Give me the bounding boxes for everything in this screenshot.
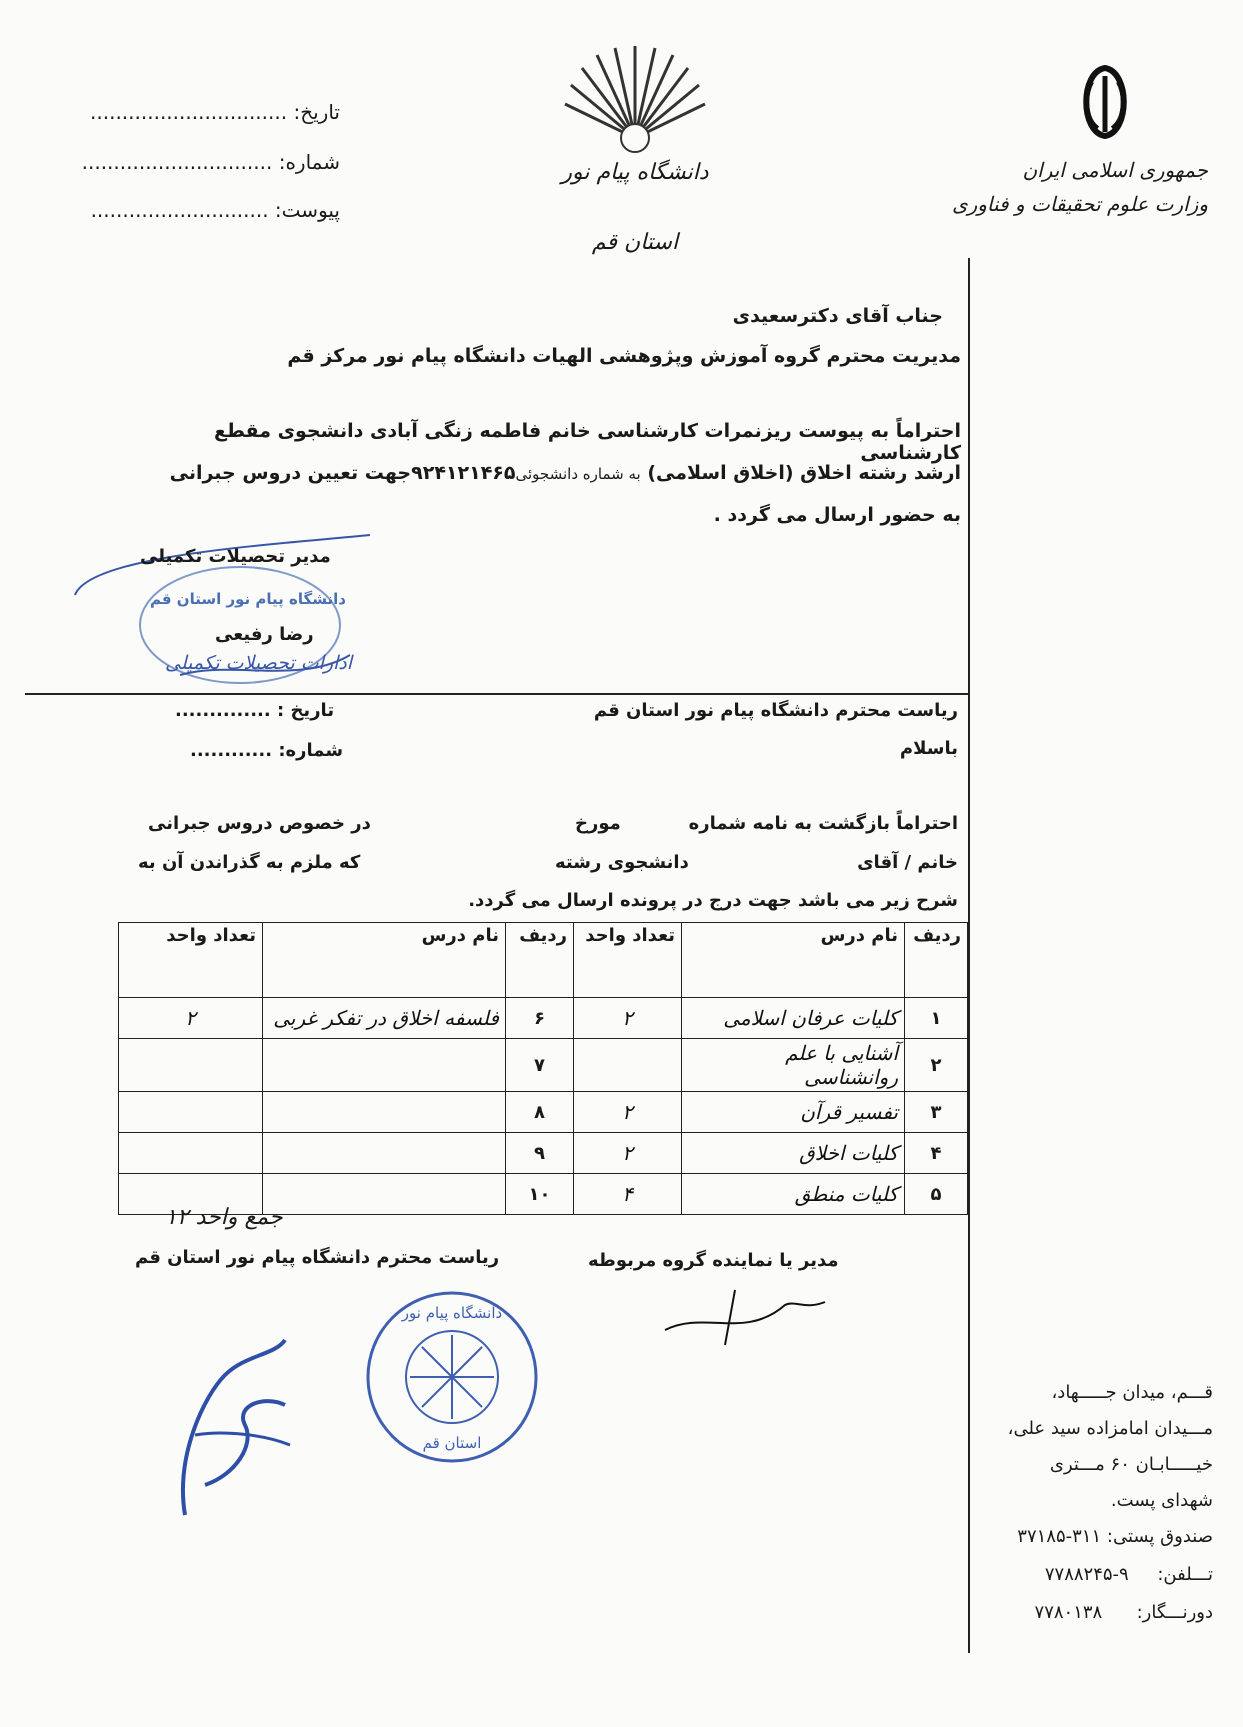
row-number: ۹	[506, 1133, 574, 1174]
signer-title: مدیر تحصیلات تکمیلی	[140, 546, 331, 567]
row-number: ۴	[905, 1133, 968, 1174]
university-province: استان قم	[591, 230, 679, 255]
row-number: ۱	[905, 998, 968, 1039]
letter2-line-1b: مورخ	[575, 813, 621, 834]
stamp-inner-text: استان قم	[422, 1434, 482, 1452]
letter2-number-field: شماره: ............	[190, 740, 344, 761]
letter2-line-3: شرح زیر می باشد جهت درج در پرونده ارسال می گردد.	[468, 890, 958, 911]
table-row	[119, 1092, 968, 1133]
col-header-units-1: تعداد واحد	[574, 923, 682, 998]
letter2-line-1a: احتراماً بازگشت به نامه شماره	[688, 813, 958, 834]
course-name	[263, 1133, 506, 1174]
letter2-date-field: تاریخ : ..............	[175, 700, 335, 721]
signature-handwriting: ادارات تحصیلات تکمیلی	[165, 652, 353, 674]
course-units	[119, 1039, 263, 1092]
table-row	[119, 998, 968, 1039]
header-number-field: شماره: ..............................	[81, 150, 340, 174]
department-signature	[655, 1280, 835, 1350]
course-units: ۲	[574, 1092, 682, 1133]
university-stamp	[365, 1290, 540, 1465]
stamp-outer-text: دانشگاه پیام نور	[401, 1304, 503, 1322]
ministry-name: وزارت علوم تحقیقات و فناوری	[951, 192, 1208, 216]
letter2-line-1c: در خصوص دروس جبرانی	[148, 813, 371, 834]
recipient-title: مدیریت محترم گروه آموزش وپژوهشی الهیات دانشگاه پیام نور مرکز قم	[287, 345, 961, 367]
row-number: ۵	[905, 1174, 968, 1215]
course-name: کلیات اخلاق	[682, 1133, 905, 1174]
compensatory-courses-table	[118, 922, 968, 1215]
letter-body-line-3: به حضور ارسال می گردد .	[713, 504, 961, 526]
iran-emblem-icon	[1040, 62, 1170, 142]
letter-body-line-2	[141, 462, 961, 484]
col-header-course-2: نام درس	[263, 923, 506, 998]
course-units: ۲	[119, 998, 263, 1039]
col-header-row-2: ردیف	[506, 923, 574, 998]
postal-box: صندوق پستی: ۳۱۱-۳۷۱۸۵	[1017, 1526, 1213, 1547]
course-name: تفسیر قرآن	[682, 1092, 905, 1133]
phone-value: ۹-۷۷۸۸۲۴۵	[1044, 1564, 1129, 1585]
letter2-line-2c: که ملزم به گذراندن آن به	[138, 852, 361, 873]
row-number: ۷	[506, 1039, 574, 1092]
row-number: ۶	[506, 998, 574, 1039]
table-row	[119, 1039, 968, 1092]
col-header-course-1: نام درس	[682, 923, 905, 998]
closing-recipient: ریاست محترم دانشگاه پیام نور استان قم	[135, 1247, 500, 1268]
student-id-value: ۹۲۴۱۲۱۴۶۵جهت تعیین دروس جبرانی	[169, 462, 516, 484]
course-name	[263, 1039, 506, 1092]
program-name: ارشد رشته اخلاق (اخلاق اسلامی)	[647, 462, 961, 484]
course-name: کلیات عرفان اسلامی	[682, 998, 905, 1039]
student-id-label: به شماره دانشجوئی	[515, 465, 641, 483]
address-line-1: قـــم، میدان جـــــهاد،	[1051, 1382, 1213, 1403]
closing-signer-title: مدیر یا نماینده گروه مربوطه	[588, 1250, 839, 1271]
letter2-line-2a: خانم / آقای	[857, 852, 958, 873]
government-name: جمهوری اسلامی ایران	[1022, 158, 1208, 182]
course-name: آشنایی با علم روانشناسی	[682, 1039, 905, 1092]
president-signature	[165, 1335, 305, 1525]
letter2-recipient: ریاست محترم دانشگاه پیام نور استان قم	[593, 700, 958, 721]
course-name	[263, 1092, 506, 1133]
course-units: ۲	[574, 998, 682, 1039]
col-header-row-1: ردیف	[905, 923, 968, 998]
letter-body-line-1: احتراماً به پیوست ریزنمرات کارشناسی خانم فاطمه زنگی آبادی دانشجوی مقطع کارشناسی	[214, 420, 961, 464]
letter2-greeting: باسلام	[899, 738, 958, 759]
stamp-text: دانشگاه پیام نور استان قم	[150, 590, 346, 608]
row-number: ۳	[905, 1092, 968, 1133]
university-name: دانشگاه پیام نور	[561, 160, 709, 185]
col-header-units-2: تعداد واحد	[119, 923, 263, 998]
table-header-row	[119, 923, 968, 998]
fax-label: دورنـــگار:	[1136, 1602, 1213, 1623]
course-units	[574, 1039, 682, 1092]
course-units	[119, 1092, 263, 1133]
phone-row	[968, 1564, 1213, 1585]
row-number: ۱۰	[506, 1174, 574, 1215]
row-number: ۲	[905, 1039, 968, 1092]
section-divider	[25, 693, 970, 695]
course-units: ۲	[574, 1133, 682, 1174]
header-date-field: تاریخ: ...............................	[90, 100, 340, 124]
row-number: ۸	[506, 1092, 574, 1133]
course-name: کلیات منطق	[682, 1174, 905, 1215]
margin-divider	[968, 258, 970, 1653]
total-units-note: جمع واحد ۱۲	[165, 1205, 283, 1230]
course-name	[263, 1174, 506, 1215]
recipient-name: جناب آقای دکترسعیدی	[732, 305, 943, 327]
course-units: ۴	[574, 1174, 682, 1215]
letter2-line-2b: دانشجوی رشته	[555, 852, 689, 873]
university-logo-icon	[560, 38, 710, 153]
fax-value: ۷۷۸۰۱۳۸	[1034, 1602, 1103, 1623]
course-name: فلسفه اخلاق در تفکر غربی	[263, 998, 506, 1039]
table-row	[119, 1133, 968, 1174]
phone-label: تـــلفن:	[1157, 1564, 1213, 1585]
signer-name: رضا رفیعی	[215, 624, 314, 645]
address-line-3: خیـــــابـان ۶۰ مـــتری	[1049, 1454, 1213, 1475]
course-units	[119, 1133, 263, 1174]
header-attachment-field: پیوست: ............................	[90, 198, 340, 222]
address-line-4: شهدای پست.	[1110, 1490, 1213, 1511]
fax-row	[968, 1602, 1213, 1623]
address-line-2: مـــیدان امامزاده سید علی،	[1007, 1418, 1213, 1439]
